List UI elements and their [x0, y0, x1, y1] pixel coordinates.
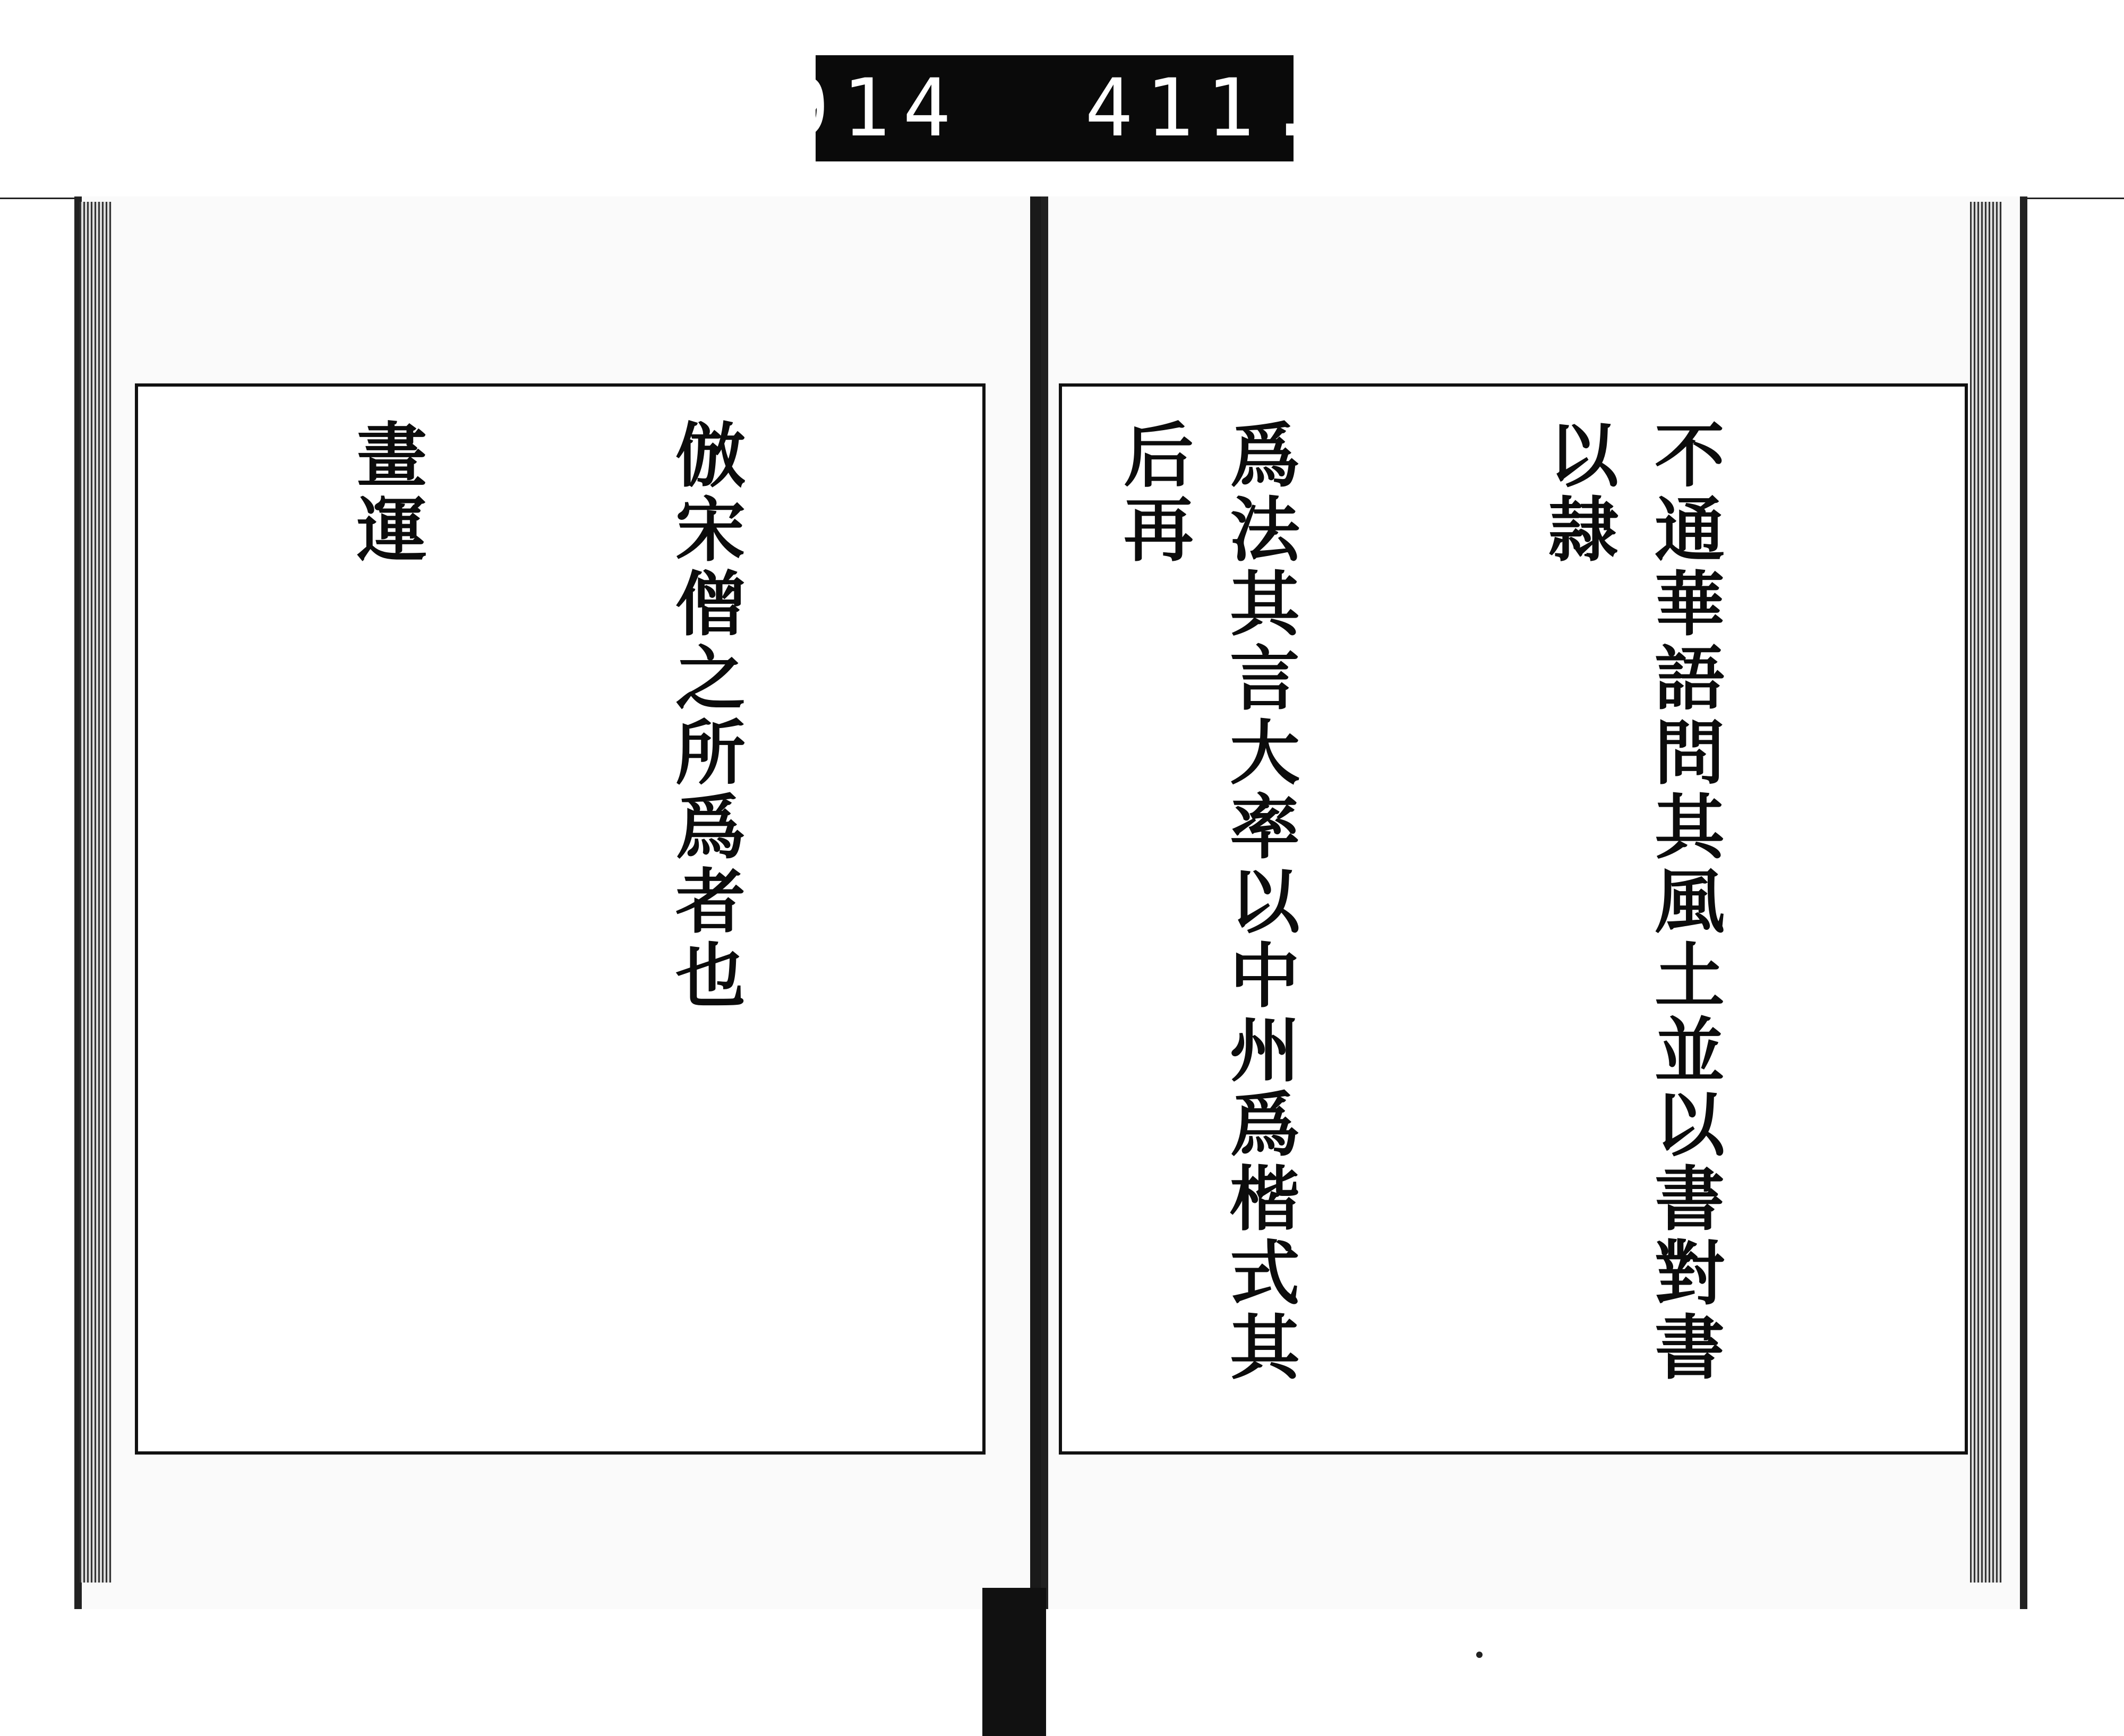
left-page-edges: [80, 202, 112, 1583]
left-page: [74, 196, 1045, 1609]
right-text-frame: [1059, 383, 1968, 1455]
right-column-1: 不通華語問其風土並以書對書以隷: [1536, 418, 1725, 1385]
spine-clip: [982, 1588, 1046, 1736]
right-page-edges: [1970, 202, 2002, 1583]
archive-number-label: 914 411.: [816, 55, 1294, 161]
right-page: [1041, 196, 2027, 1609]
book-gutter: [1030, 196, 1041, 1609]
right-page-text: [1062, 387, 1965, 1451]
open-book: [74, 196, 2023, 1609]
left-text-frame: [135, 383, 986, 1455]
speck: [1476, 1652, 1483, 1658]
right-column-2: 爲法其言大率以中州爲楷式其后再: [1111, 418, 1300, 1385]
left-page-text: [138, 387, 982, 1451]
left-column-1: 倣宋僧之所爲者也: [663, 418, 746, 1013]
left-column-2: 畫運: [345, 418, 427, 567]
